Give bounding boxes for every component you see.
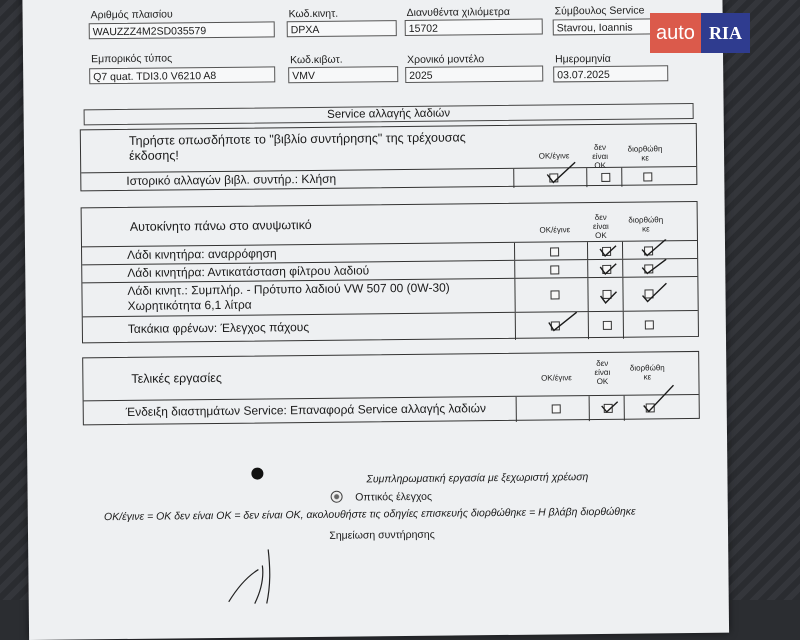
legend-extra: Συμπληρωματική εργασία με ξεχωριστή χρέωση — [366, 471, 589, 486]
watermark-ria: RIA — [701, 13, 750, 53]
model-year-field: 2025 — [405, 66, 543, 83]
service-document — [22, 0, 729, 640]
engine-code-field: DPXA — [287, 20, 397, 37]
legend-visual: Οπτικός έλεγχος — [355, 490, 433, 504]
col-ok: ΟΚ/έγινε — [538, 151, 570, 161]
checkmark-icon — [594, 279, 674, 308]
col-not-ok: δεν είναι OK — [592, 212, 609, 241]
checkmark-icon — [595, 383, 679, 418]
col-ok: ΟΚ/έγινε — [541, 373, 572, 383]
row-label: Λάδι κινητ.: Συμπλήρ. - Πρότυπο λαδιού VW 507 00 (0W-30) — [127, 280, 450, 298]
checkbox-repaired[interactable] — [643, 172, 652, 181]
mileage-field: 15702 — [405, 19, 543, 36]
service-title: Service αλλαγής λαδιών — [84, 103, 694, 125]
col-not-ok: δεν είναι OK — [594, 358, 611, 387]
model-field: Q7 quat. TDI3.0 V6210 A8 — [89, 66, 275, 84]
watermark-auto: auto — [650, 13, 701, 53]
vin-label: Αριθμός πλαισίου — [90, 8, 173, 22]
legend-status: ΟΚ/έγινε = ΟΚ δεν είναι ΟΚ = δεν είναι ΟΚ, ακολουθήστε τις οδηγίες επισκευής διορθώθηκε = Η βλάβη διορθώθηκε — [103, 505, 636, 524]
section-heading: Τελικές εργασίες — [131, 370, 222, 386]
gearbox-code-field: VMV — [288, 66, 398, 83]
table-row — [81, 166, 696, 192]
vin-field: WAUZZZ4M2SD035579 — [89, 21, 275, 39]
checkbox-ok[interactable] — [550, 265, 559, 274]
col-repaired: διορθώθη κε — [629, 363, 665, 382]
date-field: 03.07.2025 — [553, 65, 668, 82]
col-repaired: διορθώθη κε — [628, 215, 664, 234]
col-not-ok: δεν είναι OK — [592, 142, 609, 171]
section-final-tasks — [82, 351, 700, 425]
row-label: Λάδι κινητήρα: αναρρόφηση — [127, 246, 277, 262]
advisor-field: Stavrou, Ioannis — [553, 18, 665, 35]
section-maintenance-book — [80, 123, 698, 191]
col-repaired: διορθώθη κε — [627, 144, 663, 163]
row-label-2: Χωρητικότητα 6,1 λίτρα — [127, 297, 252, 313]
table-row — [84, 394, 699, 426]
table-row — [83, 310, 698, 344]
model-year-label: Χρονικό μοντέλο — [407, 53, 485, 66]
gearbox-code-label: Κωδ.κιβωτ. — [290, 53, 343, 67]
checkmark-icon — [543, 308, 583, 336]
checkmark-icon — [543, 160, 579, 186]
checkbox-not-ok[interactable] — [603, 321, 612, 330]
autoria-watermark — [650, 13, 788, 53]
col-ok: ΟΚ/έγινε — [539, 225, 571, 235]
section-heading: Αυτοκίνητο πάνω στο ανυψωτικό — [129, 217, 312, 234]
maintenance-note: Σημείωση συντήρησης — [329, 528, 435, 542]
checkbox-not-ok[interactable] — [601, 173, 610, 182]
row-label: Ένδειξη διαστημάτων Service: Επαναφορά Service αλλαγής λαδιών — [125, 401, 487, 419]
date-label: Ημερομηνία — [555, 52, 611, 66]
row-label: Λάδι κινητήρα: Αντικατάσταση φίλτρου λαδιού — [127, 263, 370, 280]
row-label: Τακάκια φρένων: Έλεγχος πάχους — [127, 320, 310, 336]
model-label: Εμπορικός τύπος — [90, 52, 173, 66]
checkbox-ok[interactable] — [550, 247, 559, 256]
section-lift — [81, 201, 699, 343]
checkbox-repaired[interactable] — [645, 320, 654, 329]
engine-code-label: Κωδ.κινητ. — [288, 7, 339, 21]
mileage-label: Διανυθέντα χιλιόμετρα — [406, 5, 510, 19]
checkbox-ok[interactable] — [552, 404, 561, 413]
row-label: Ιστορικό αλλαγών βιβλ. συντήρ.: Κλήση — [126, 171, 337, 188]
section-heading: Τηρήστε οπωσδήποτε το "βιβλίο συντήρησης" της τρέχουσας έκδοσης! — [128, 130, 466, 163]
advisor-label: Σύμβουλος Service — [554, 4, 645, 18]
checkbox-ok[interactable] — [550, 290, 559, 299]
signature-mark — [218, 545, 289, 606]
